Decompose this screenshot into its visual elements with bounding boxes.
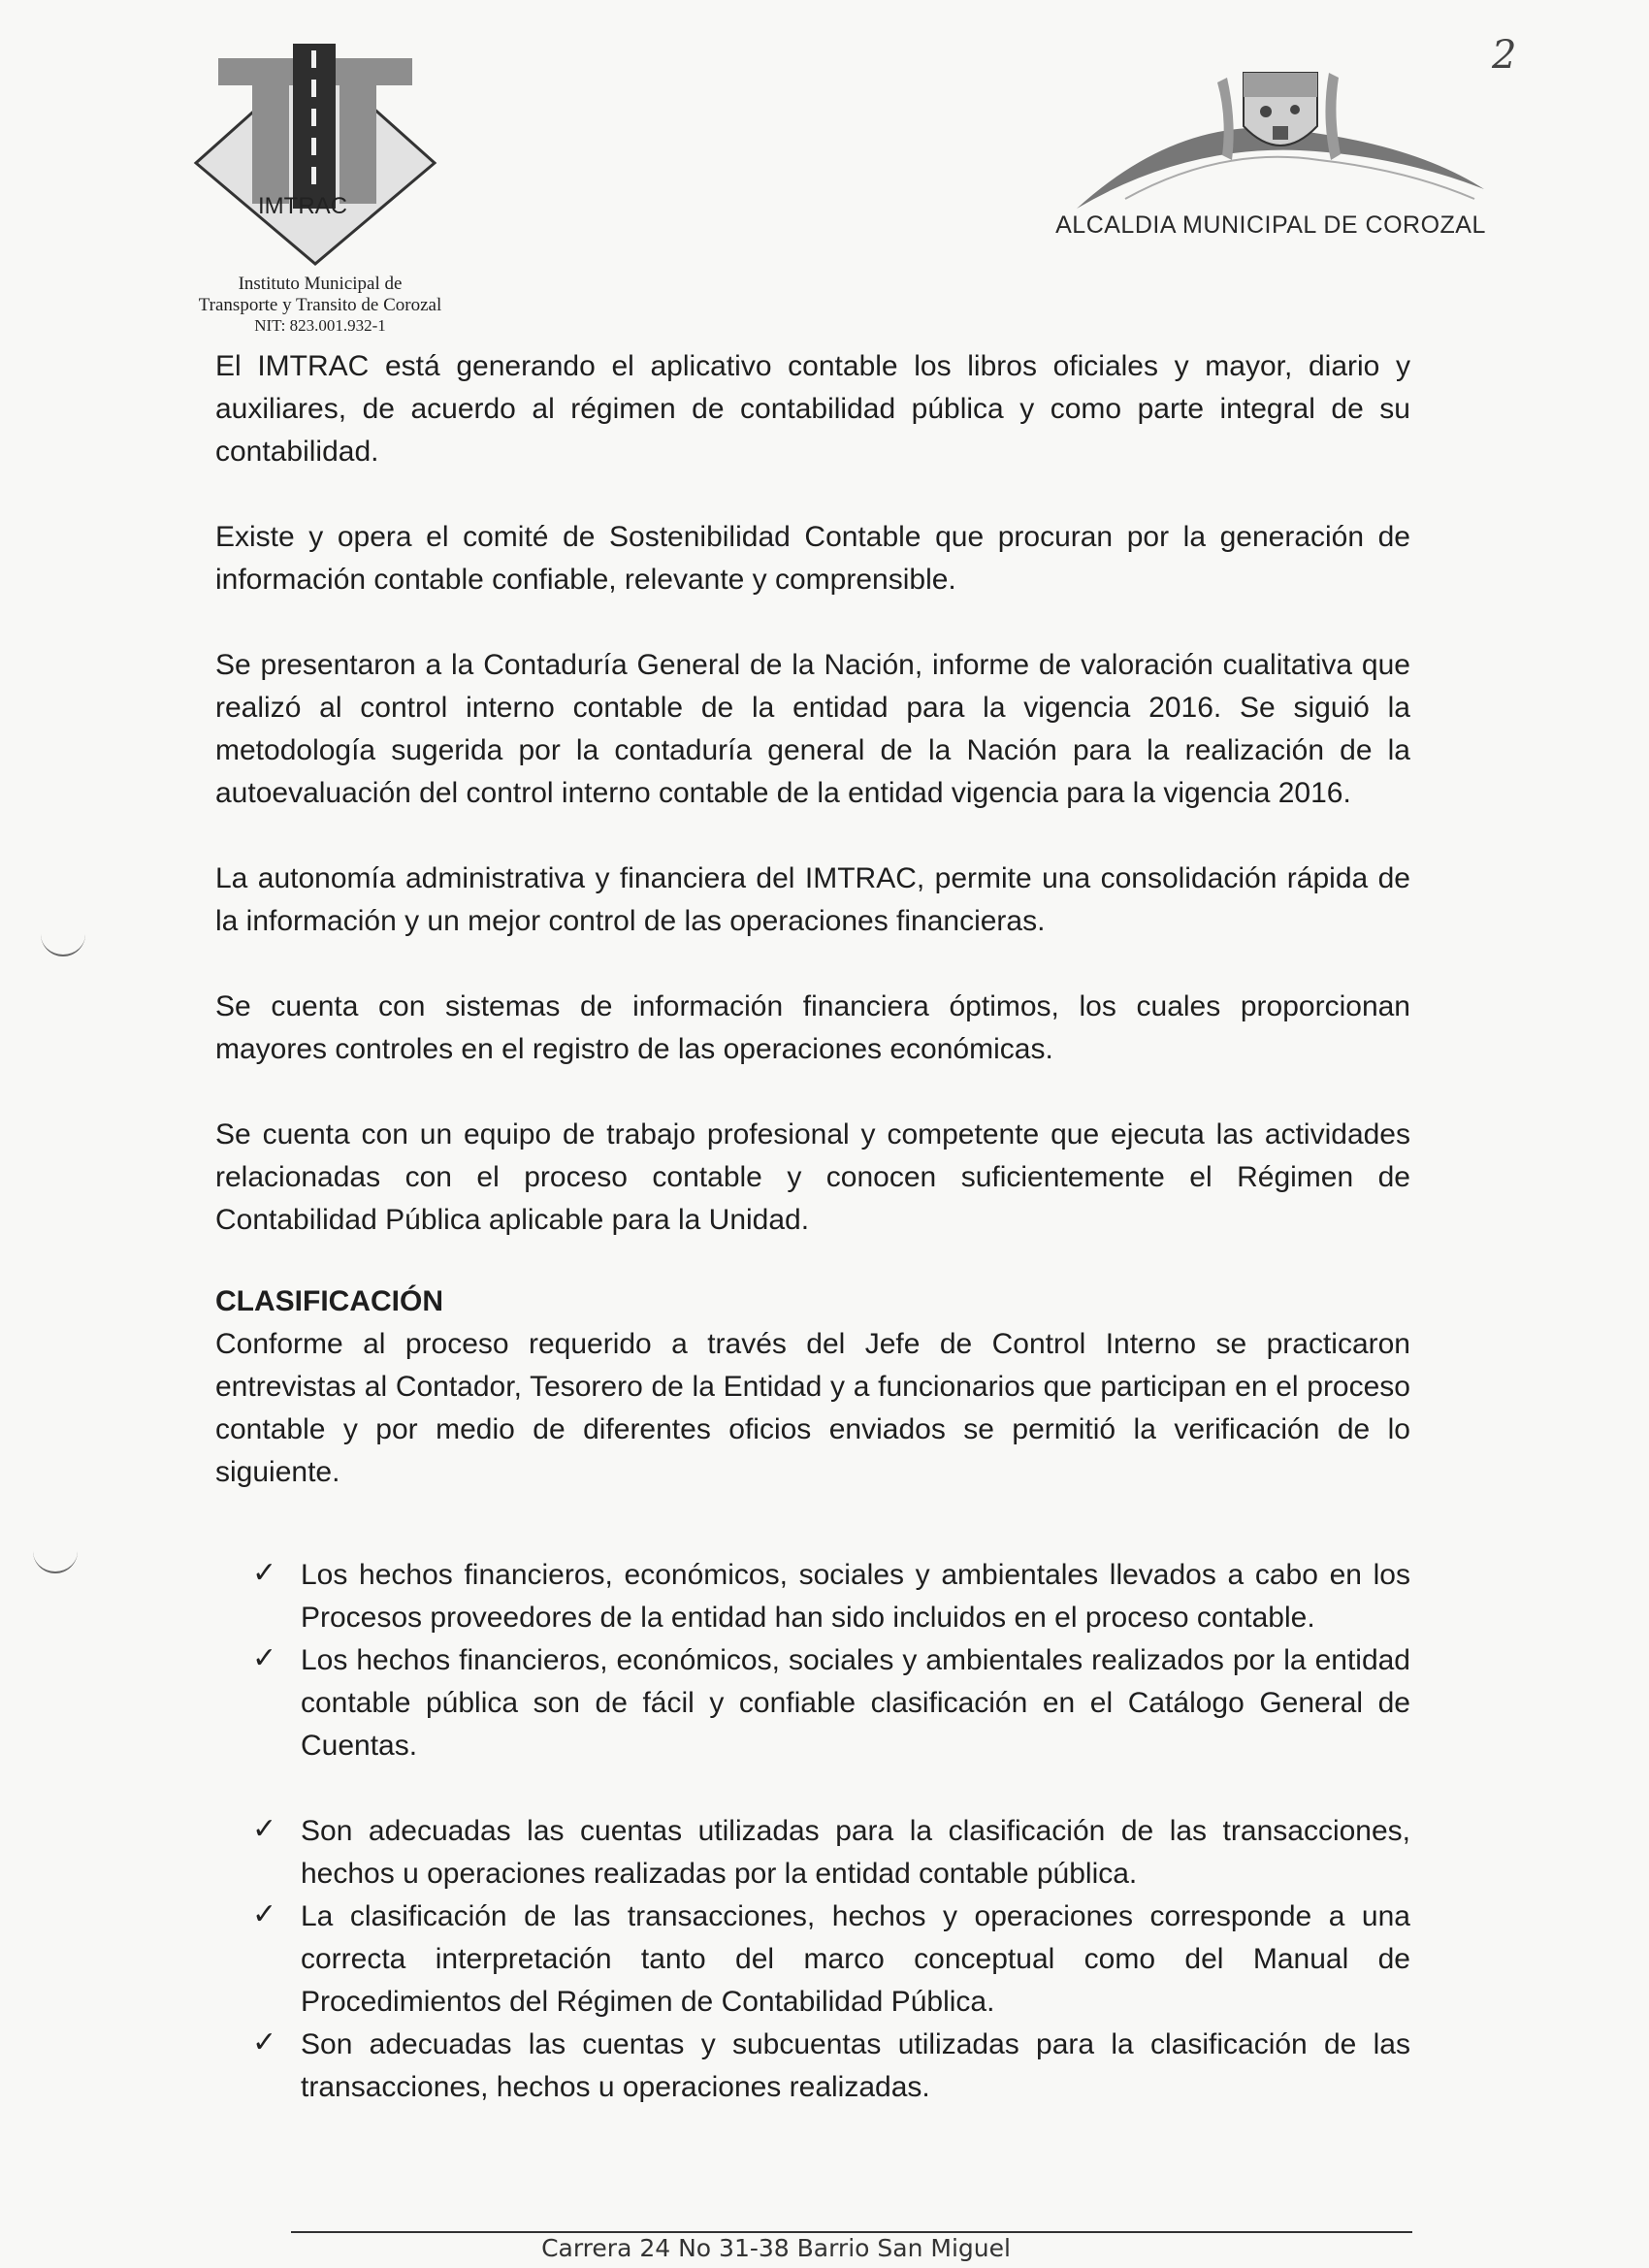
- checklist-item: [215, 1895, 1410, 2024]
- punch-hole-mark: [33, 1548, 78, 1573]
- footer-address: Carrera 24 No 31-38 Barrio San Miguel: [541, 2234, 1011, 2262]
- checkmark-icon: ✓: [252, 1898, 277, 1930]
- institute-nit: NIT: 823.001.932-1: [254, 316, 386, 335]
- checklist-item: [215, 1554, 1410, 1639]
- institute-info: [126, 274, 514, 335]
- checklist-item-text: Los hechos financieros, económicos, sociales y ambientales llevados a cabo en los Procesos proveedores de la entidad han sido incluidos en el proceso contable.: [301, 1559, 1410, 1634]
- checklist-item: [215, 2024, 1410, 2109]
- alcaldia-logo: [1067, 53, 1494, 218]
- institute-name-line-2: Transporte y Transito de Corozal: [198, 295, 442, 315]
- checklist-item: [215, 1639, 1410, 1767]
- alcaldia-title: ALCALDIA MUNICIPAL DE COROZAL: [1055, 211, 1486, 239]
- section-intro: Conforme al proceso requerido a través del Jefe de Control Interno se practicaron entrevistas al Contador, Tesorero de la Entidad y a funcionarios que participan en el proceso contable y por medio de diferentes oficios enviados se permitió la verificación de lo siguiente.: [215, 1328, 1410, 1488]
- institute-name-line-1: Instituto Municipal de: [238, 274, 403, 294]
- handwritten-page-number: 2: [1492, 33, 1517, 78]
- paragraph-comite-sostenibilidad: Existe y opera el comité de Sostenibilidad Contable que procuran por la generación de información contable confiable, relevante y comprensible.: [215, 521, 1410, 596]
- section-heading-clasificacion: CLASIFICACIÓN: [215, 1285, 443, 1317]
- paragraph-aplicativo-contable: El IMTRAC está generando el aplicativo contable los libros oficiales y mayor, diario y auxiliares, de acuerdo al régimen de contabilidad pública y como parte integral de su contabilidad.: [215, 350, 1410, 468]
- imtrac-logo: [184, 39, 446, 272]
- checkmark-icon: ✓: [252, 1642, 277, 1674]
- paragraph-contaduria-general: Se presentaron a la Contaduría General de la Nación, informe de valoración cualitativa que realizó al control interno contable de la entidad para la vigencia 2016. Se siguió la metodología sugerida por la contaduría general de la Nación para la realización de la autoevaluación del control interno contable de la entidad vigencia para la vigencia 2016.: [215, 649, 1410, 809]
- paragraph-equipo-trabajo: Se cuenta con un equipo de trabajo profesional y competente que ejecuta las actividades relacionadas con el proceso contable y conocen suficientemente el Régimen de Contabilidad Pública aplicable para la Unidad.: [215, 1118, 1410, 1236]
- checklist-item-text: La clasificación de las transacciones, hechos y operaciones corresponde a una correcta interpretación tanto del marco conceptual como del Manual de Procedimientos del Régimen de Contabilidad Pública.: [301, 1900, 1410, 2018]
- checklist-item-text: Son adecuadas las cuentas utilizadas para la clasificación de las transacciones, hechos u operaciones realizadas por la entidad contable pública.: [301, 1815, 1410, 1890]
- punch-hole-mark: [41, 931, 85, 956]
- checkmark-icon: ✓: [252, 1813, 277, 1845]
- imtrac-logo-text: IMTRAC: [258, 193, 347, 219]
- verification-checklist: [215, 1554, 1410, 2109]
- document-body: [215, 345, 1410, 2109]
- paragraph-sistemas-informacion: Se cuenta con sistemas de información financiera óptimos, los cuales proporcionan mayores controles en el registro de las operaciones económicas.: [215, 990, 1410, 1065]
- checklist-item-text: Los hechos financieros, económicos, sociales y ambientales realizados por la entidad contable pública son de fácil y confiable clasificación en el Catálogo General de Cuentas.: [301, 1644, 1410, 1762]
- checkmark-icon: ✓: [252, 1557, 277, 1589]
- checkmark-icon: ✓: [252, 2026, 277, 2058]
- checklist-item-text: Son adecuadas las cuentas y subcuentas utilizadas para la clasificación de las transacciones, hechos u operaciones realizadas.: [301, 2028, 1410, 2103]
- footer-divider: [291, 2231, 1412, 2233]
- paragraph-autonomia: La autonomía administrativa y financiera del IMTRAC, permite una consolidación rápida de la información y un mejor control de las operaciones financieras.: [215, 862, 1410, 937]
- checklist-item: [215, 1810, 1410, 1895]
